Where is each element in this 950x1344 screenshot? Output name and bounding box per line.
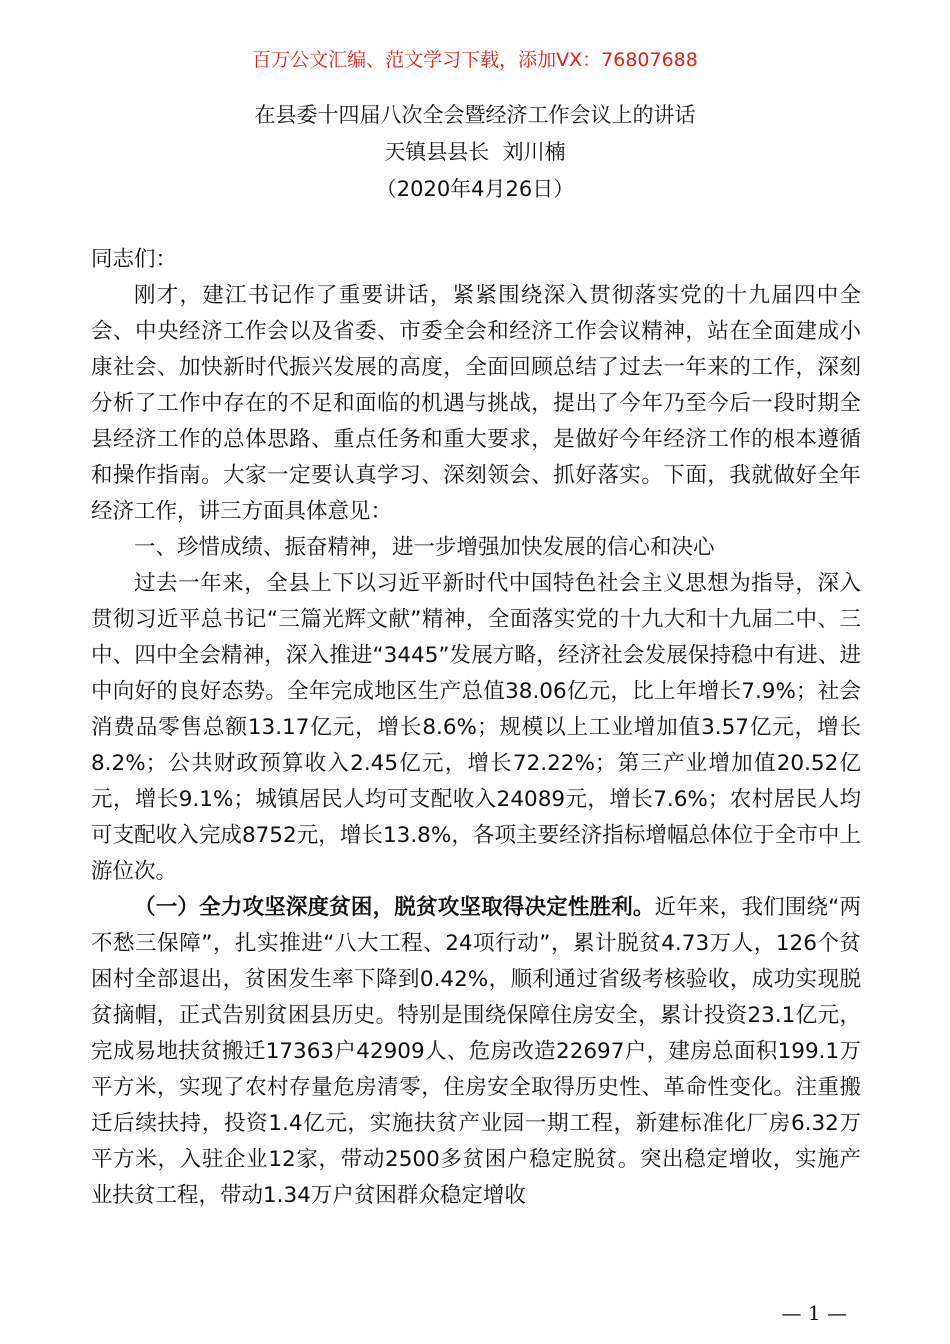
page-number [0,1299,950,1327]
section-heading-1: 一、珍惜成绩、振奋精神，进一步增强加快发展的信心和决心 [134,535,715,560]
speech-title: 在县委十四届八次全会暨经济工作会议上的讲话 [254,103,696,127]
speech-body [91,242,861,1214]
paragraph-intro: 刚才，建江书记作了重要讲话，紧紧围绕深入贯彻落实党的十九届四中全会、中央经济工作会以及省委、市委全会和经济工作会议精神，站在全面建成小康社会、加快新时代振兴发展的高度，全面回顾总结了过去一年来的工作，深刻分析了工作中存在的不足和面临的机遇与挑战，提出了今年乃至今后一段时期全县经济工作的总体思路、重点任务和重大要求，是做好今年经济工作的根本遵循和操作指南。大家一定要认真学习、深刻领会、抓好落实。下面，我就做好全年经济工作，讲三方面具体意见： [91,283,861,524]
speaker-line: 天镇县县长 刘川楠 [384,140,566,164]
paragraph-overview: 过去一年来，全县上下以习近平新时代中国特色社会主义思想为指导，深入贯彻习近平总书记“三篇光辉文献”精神，全面落实党的十九大和十九届二中、三中、四中全会精神，深入推进“3445”发展方略，经济社会发展保持稳中有进、进中向好的良好态势。全年完成地区生产总值38.06亿元，比上年增长7.9%；社会消费品零售总额13.17亿元，增长8.6%；规模以上工业增加值3.57亿元，增长8.2%；公共财政预算收入2.45亿元，增长72.22%；第三产业增加值20.52亿元，增长9.1%；城镇居民人均可支配收入24089元，增长7.6%；农村居民人均可支配收入完成8752元，增长13.8%，各项主要经济指标增幅总体位于全市中上游位次。 [91,571,861,884]
speech-date: （2020年4月26日） [375,177,575,201]
page-number-text: — 1 — [781,1301,847,1325]
subsection-text: 近年来，我们围绕“两不愁三保障”，扎实推进“八大工程、24项行动”，累计脱贫4.73万人，126个贫困村全部退出，贫困发生率下降到0.42%，顺利通过省级考核验收，成功实现脱贫摘帽，正式告别贫困县历史。特别是围绕保障住房安全，累计投资23.1亿元，完成易地扶贫搬迁17363户42909人、危房改造22697户，建房总面积199.1万平方米，实现了农村存量危房清零，住房安全取得历史性、革命性变化。注重搬迁后续扶持，投资1.4亿元，实施扶贫产业园一期工程，新建标准化厂房6.32万平方米，入驻企业12家，带动2500多贫困户稳定脱贫。突出稳定增收，实施产业扶贫工程，带动1.34万户贫困群众稳定增收 [91,895,861,1208]
subsection-lead: （一）全力攻坚深度贫困，脱贫攻坚取得决定性胜利。 [134,895,655,920]
paragraph-poverty [91,890,861,1214]
watermark-header: 百万公文汇编、范文学习下载，添加VX：76807688 [252,49,698,71]
title-block [0,97,950,208]
salutation: 同志们： [91,247,178,272]
